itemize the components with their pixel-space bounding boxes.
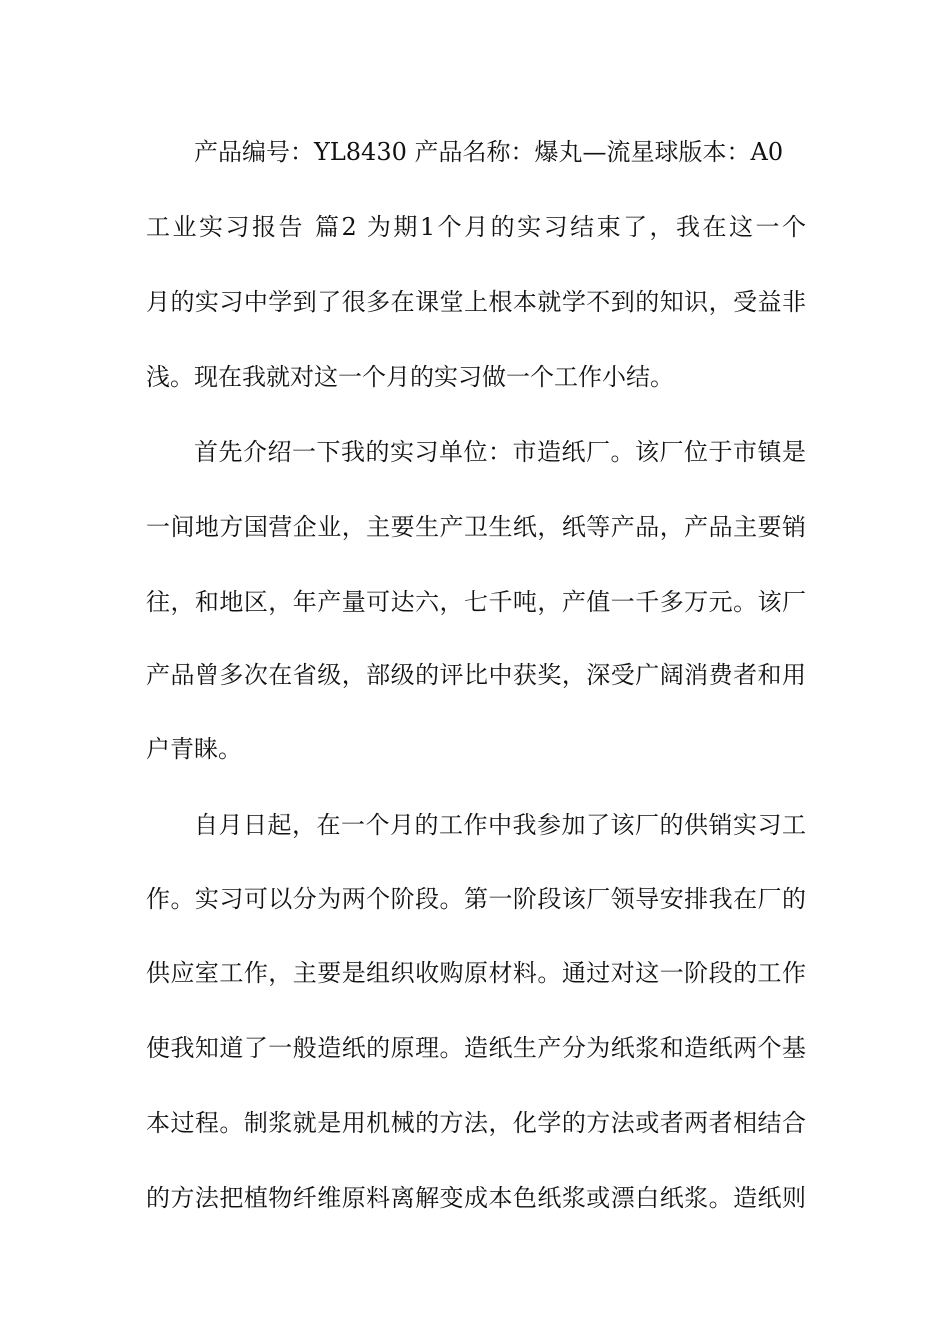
- text-line: 的方法把植物纤维原料离解变成本色纸浆或漂白纸浆。造纸则: [146, 1184, 806, 1212]
- text-line: 月的实习中学到了很多在课堂上根本就学不到的知识，受益非: [146, 288, 806, 316]
- text-line: 作。实习可以分为两个阶段。第一阶段该厂领导安排我在厂的: [146, 885, 806, 913]
- text-line-report-title: 工业实习报告 篇2 为期1个月的实习结束了，我在这一个: [146, 213, 806, 241]
- text-line: 使我知道了一般造纸的原理。造纸生产分为纸浆和造纸两个基: [146, 1034, 806, 1062]
- text-line: 浅。现在我就对这一个月的实习做一个工作小结。: [146, 363, 674, 391]
- text-line-paragraph-start: 首先介绍一下我的实习单位：市造纸厂。该厂位于市镇是: [194, 438, 806, 466]
- text-line: 本过程。制浆就是用机械的方法，化学的方法或者两者相结合: [146, 1109, 806, 1137]
- text-line: 户青睐。: [146, 735, 242, 763]
- text-line: 供应室工作，主要是组织收购原材料。通过对这一阶段的工作: [146, 959, 806, 987]
- text-line: 产品曾多次在省级，部级的评比中获奖，深受广阔消费者和用: [146, 661, 806, 689]
- text-line: 往，和地区，年产量可达六，七千吨，产值一千多万元。该厂: [146, 588, 806, 616]
- text-line: 一间地方国营企业，主要生产卫生纸，纸等产品，产品主要销: [146, 513, 806, 541]
- text-line-product-info: 产品编号：YL8430 产品名称：爆丸—流星球版本：A0: [194, 138, 784, 166]
- text-line-paragraph-start: 自月日起，在一个月的工作中我参加了该厂的供销实习工: [194, 811, 806, 839]
